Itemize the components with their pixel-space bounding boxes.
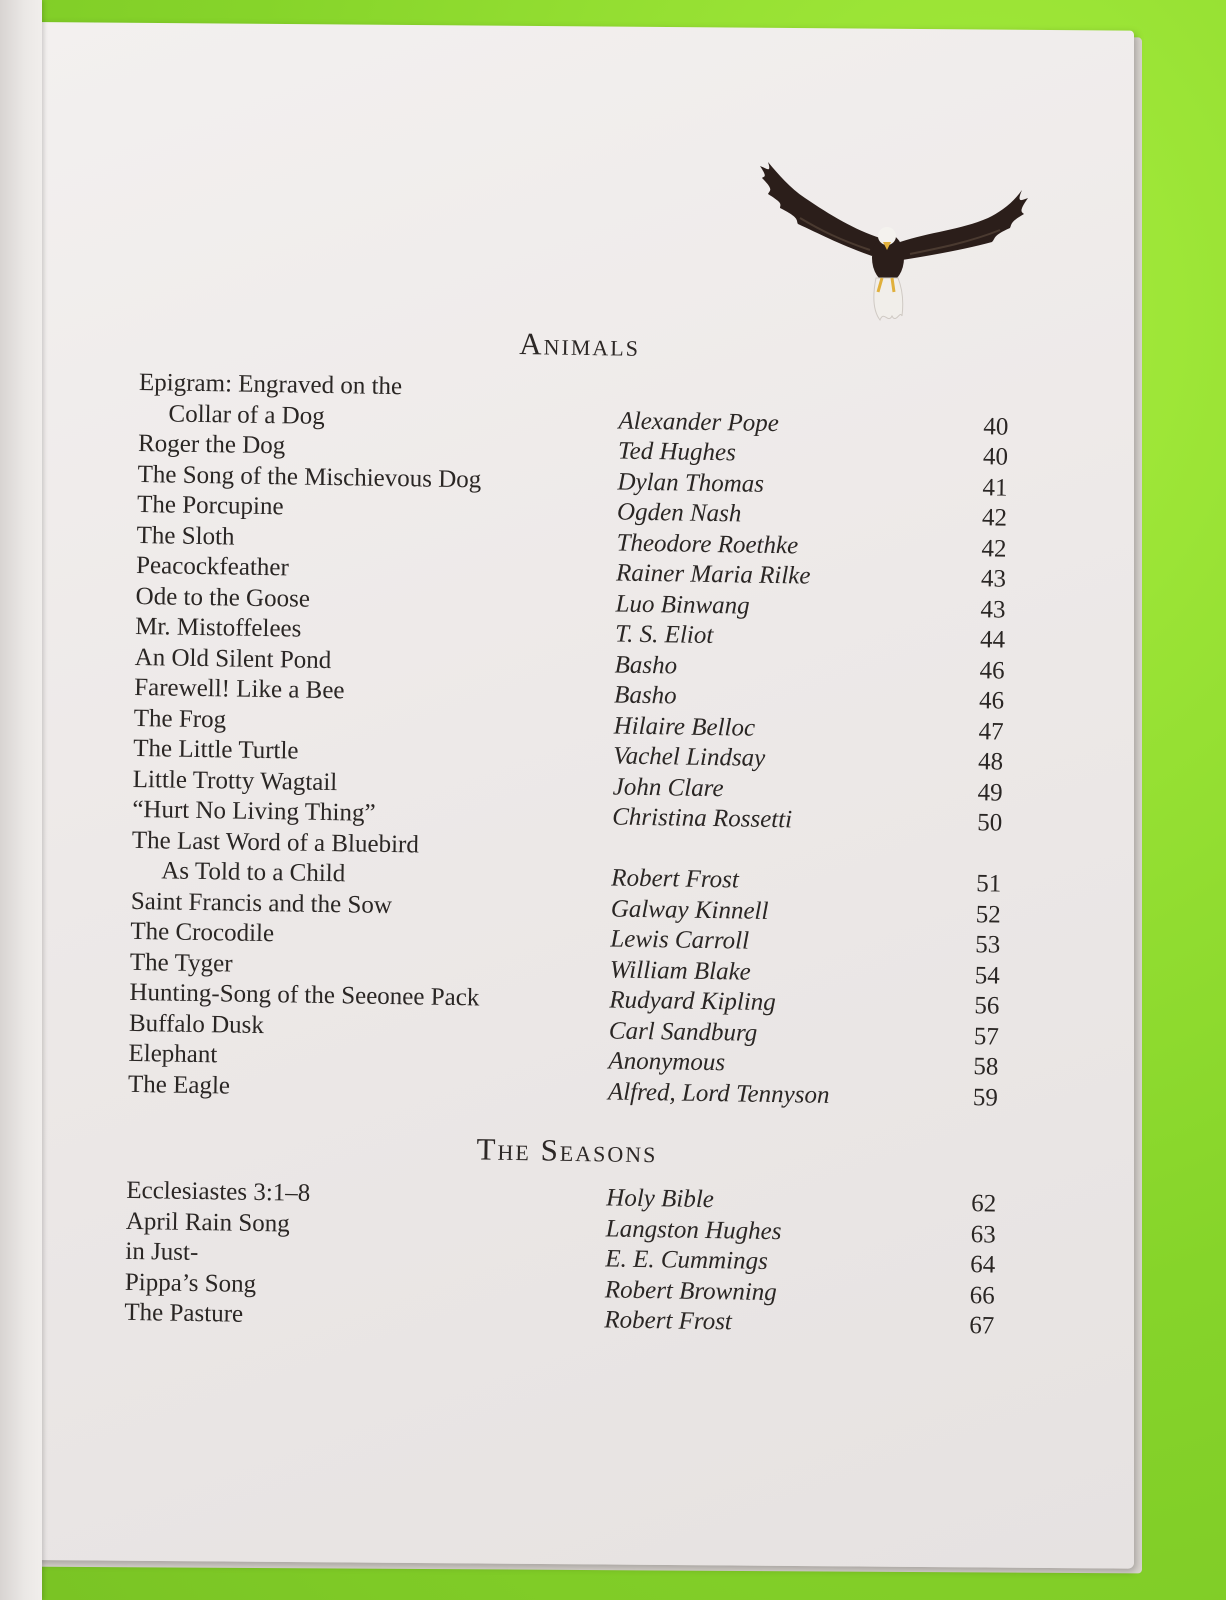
poem-author: Anonymous <box>608 1047 726 1077</box>
poem-author: Christina Rossetti <box>612 803 793 834</box>
poem-title-line: Epigram: Engraved on the <box>138 368 403 401</box>
poem-title-line: The Pasture <box>124 1298 244 1328</box>
poem-author: Luo Binwang <box>615 590 750 620</box>
poem-title <box>138 368 619 437</box>
page-number: 62 <box>971 1190 997 1218</box>
page-number: 49 <box>977 778 1003 807</box>
poem-title-line: The Sloth <box>136 521 235 551</box>
poem-title-line: “Hurt No Living Thing” <box>132 795 376 827</box>
table-of-contents <box>124 320 1020 1342</box>
poem-author: Dylan Thomas <box>617 468 765 498</box>
page-number: 67 <box>969 1312 995 1340</box>
poem-title-line: The Little Turtle <box>133 734 299 765</box>
poem-author: Basho <box>613 681 677 710</box>
page-number: 58 <box>973 1053 999 1081</box>
poem-title-line: Farewell! Like a Bee <box>134 673 345 705</box>
facing-page-edge <box>0 0 42 1600</box>
poem-author: Alexander Pope <box>618 407 780 437</box>
poem-title-line: The Crocodile <box>130 917 275 948</box>
page-number: 52 <box>975 900 1001 929</box>
poem-title-line: The Eagle <box>127 1070 231 1100</box>
page-number: 43 <box>980 595 1006 624</box>
poem-title-line: An Old Silent Pond <box>134 643 332 674</box>
poem-author: Robert Frost <box>604 1306 733 1336</box>
poem-author: Robert Browning <box>604 1275 778 1306</box>
poem-author: Langston Hughes <box>605 1214 782 1245</box>
poem-title <box>131 825 612 894</box>
page-number: 57 <box>973 1022 1000 1051</box>
poem-author: Vachel Lindsay <box>612 742 766 772</box>
poem-title <box>128 1069 608 1107</box>
page-number: 53 <box>975 931 1001 959</box>
poem-author: Basho <box>614 650 678 679</box>
poem-title-line: The Frog <box>133 704 227 733</box>
page-number: 59 <box>972 1083 999 1112</box>
poem-author: Carl Sandburg <box>608 1016 758 1047</box>
poem-title-line: in Just- <box>125 1237 199 1267</box>
poem-author: Theodore Roethke <box>616 529 799 559</box>
page-number: 51 <box>976 870 1002 898</box>
poem-author: Robert Frost <box>611 864 740 894</box>
page-number: 48 <box>977 748 1004 776</box>
poem-author: Rainer Maria Rilke <box>615 559 811 590</box>
poem-title-line: Little Trotty Wagtail <box>132 765 338 796</box>
page-number: 47 <box>978 717 1004 746</box>
poem-title-line: Ode to the Goose <box>135 582 311 613</box>
page-number: 50 <box>976 809 1003 837</box>
page-number: 43 <box>980 565 1007 593</box>
page-number: 46 <box>979 656 1005 685</box>
poem-title-line: As Told to a Child <box>161 857 346 888</box>
poem-title-line: The Last Word of a Bluebird <box>131 826 420 858</box>
poem-author: John Clare <box>612 772 724 802</box>
poem-title-line: April Rain Song <box>125 1207 290 1237</box>
page-number: 66 <box>969 1281 995 1310</box>
poem-author: Lewis Carroll <box>610 925 750 955</box>
poem-title-line: Mr. Mistoffelees <box>134 612 302 643</box>
poem-title-line: Peacockfeather <box>135 551 290 582</box>
poem-author: Alfred, Lord Tennyson <box>607 1077 830 1109</box>
poem-author: Ogden Nash <box>616 498 742 528</box>
poem-author: T. S. Eliot <box>614 620 714 650</box>
page-number: 46 <box>978 687 1005 715</box>
poem-title-line: The Porcupine <box>136 490 284 521</box>
page-number: 44 <box>979 626 1006 654</box>
poem-title-line: The Tyger <box>129 948 233 978</box>
page-number: 63 <box>970 1220 996 1249</box>
page-number: 40 <box>983 412 1009 441</box>
page-number: 64 <box>970 1251 996 1279</box>
poem-author: Holy Bible <box>606 1184 715 1214</box>
poem-title-line: Collar of a Dog <box>168 399 325 430</box>
page-number: 41 <box>982 473 1008 502</box>
poem-title-line: Pippa’s Song <box>124 1268 257 1298</box>
poem-author: Hilaire Belloc <box>613 711 756 742</box>
eagle-icon <box>760 160 1030 330</box>
poem-title-line: Elephant <box>128 1039 218 1069</box>
poem-title-line: Buffalo Dusk <box>128 1009 265 1039</box>
page-number: 42 <box>981 534 1007 563</box>
page-number: 40 <box>982 443 1009 471</box>
page-number: 56 <box>974 992 1000 1020</box>
poem-title-line: Ecclesiastes 3:1–8 <box>126 1176 311 1207</box>
poem-title-line: The Song of the Mischievous Dog <box>137 460 482 493</box>
poem-title-line: Roger the Dog <box>137 429 286 460</box>
page-number: 54 <box>974 961 1001 990</box>
poem-author: E. E. Cummings <box>605 1245 769 1275</box>
section-heading: The Seasons <box>476 1131 658 1170</box>
page-number: 42 <box>981 504 1008 532</box>
poem-author: Galway Kinnell <box>610 894 769 925</box>
poem-author: William Blake <box>609 955 752 986</box>
poem-title-line: Hunting-Song of the Seeonee Pack <box>129 978 480 1012</box>
section-heading: Animals <box>519 325 641 363</box>
poem-title-line: Saint Francis and the Sow <box>130 887 393 919</box>
poem-author: Rudyard Kipling <box>609 986 777 1017</box>
poem-author: Ted Hughes <box>617 437 737 467</box>
